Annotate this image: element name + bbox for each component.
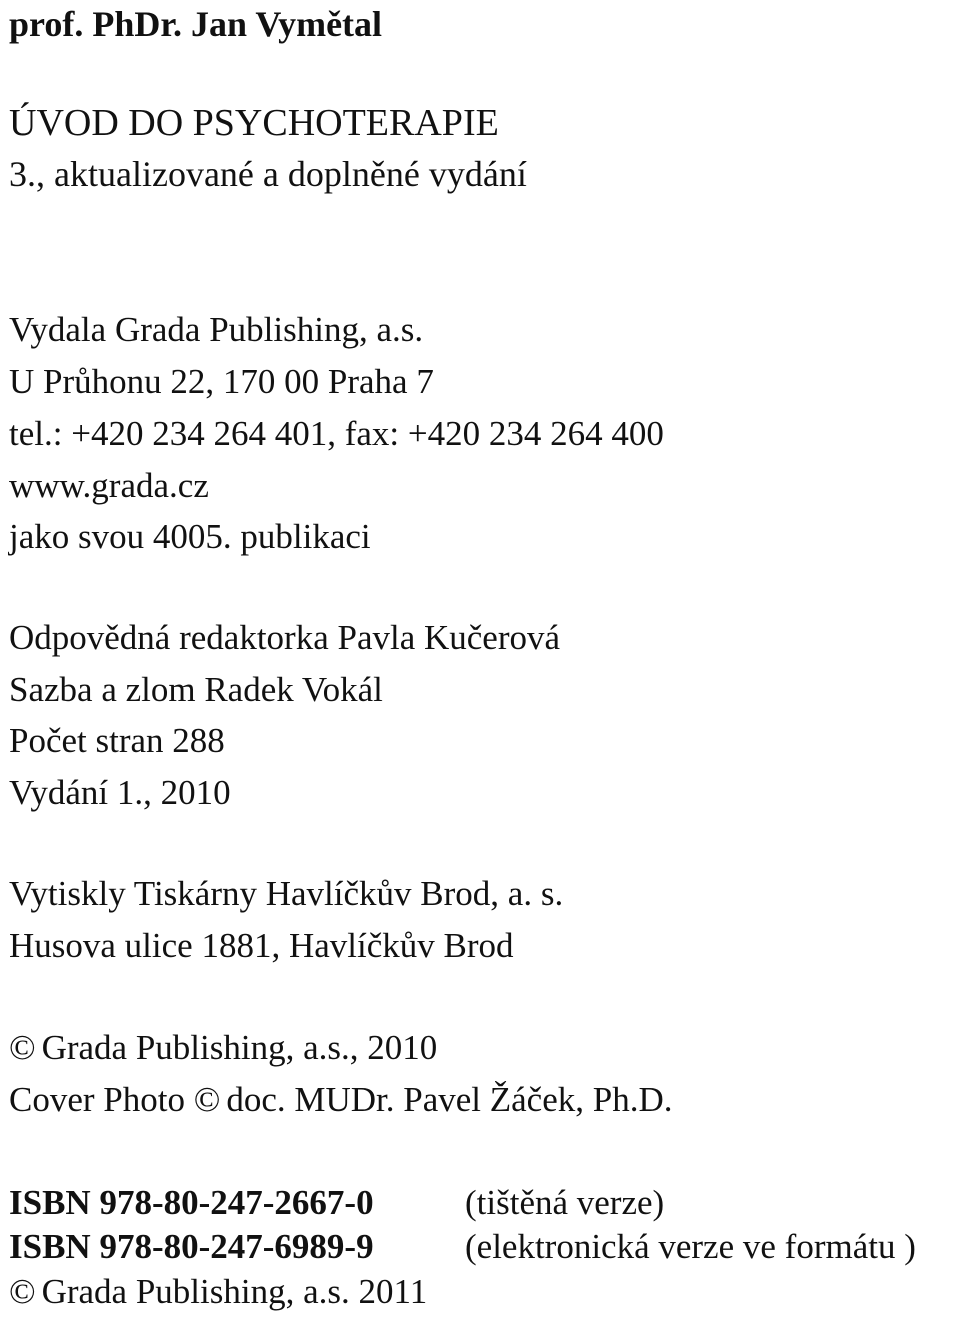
final-copyright-text: Grada Publishing, a.s. 2011 bbox=[41, 1272, 428, 1311]
isbn-number: ISBN 978-80-247-6989-9 bbox=[9, 1227, 374, 1266]
isbn-note: (tištěná verze) bbox=[465, 1183, 665, 1222]
author-name: prof. PhDr. Jan Vymětal bbox=[9, 4, 383, 44]
book-title: ÚVOD DO PSYCHOTERAPIE bbox=[9, 102, 499, 144]
isbn-row bbox=[9, 1229, 959, 1265]
copyright-symbol: © bbox=[9, 1028, 36, 1067]
credit-pages: Počet stran 288 bbox=[9, 721, 225, 760]
isbn-note: (elektronická verze ve formátu ) bbox=[465, 1227, 916, 1266]
isbn-number: ISBN 978-80-247-2667-0 bbox=[9, 1183, 374, 1222]
cover-photo-author: doc. MUDr. Pavel Žáček, Ph.D. bbox=[226, 1080, 673, 1119]
isbn-row bbox=[9, 1185, 949, 1221]
copyright-text: Grada Publishing, a.s., 2010 bbox=[41, 1028, 438, 1067]
cover-photo-credit bbox=[9, 1082, 673, 1117]
printer-address: Husova ulice 1881, Havlíčkův Brod bbox=[9, 926, 514, 965]
printer-line: Vytiskly Tiskárny Havlíčkův Brod, a. s. bbox=[9, 874, 564, 913]
credit-typesetting: Sazba a zlom Radek Vokál bbox=[9, 670, 383, 709]
cover-copyright-symbol: © bbox=[193, 1080, 221, 1119]
final-copyright bbox=[9, 1274, 427, 1309]
credit-edition: Vydání 1., 2010 bbox=[9, 773, 231, 812]
copyright-line bbox=[9, 1030, 437, 1065]
credit-editor: Odpovědná redaktorka Pavla Kučerová bbox=[9, 618, 561, 657]
publisher-phone: tel.: +420 234 264 401, fax: +420 234 264 400 bbox=[9, 414, 664, 453]
publication-number: jako svou 4005. publikaci bbox=[9, 517, 371, 556]
publisher-line: Vydala Grada Publishing, a.s. bbox=[9, 310, 424, 349]
final-copyright-symbol: © bbox=[9, 1272, 36, 1311]
edition-description: 3., aktualizované a doplněné vydání bbox=[9, 154, 527, 194]
cover-photo-prefix: Cover Photo bbox=[9, 1080, 185, 1119]
publisher-address: U Průhonu 22, 170 00 Praha 7 bbox=[9, 362, 434, 401]
publisher-web: www.grada.cz bbox=[9, 466, 209, 505]
